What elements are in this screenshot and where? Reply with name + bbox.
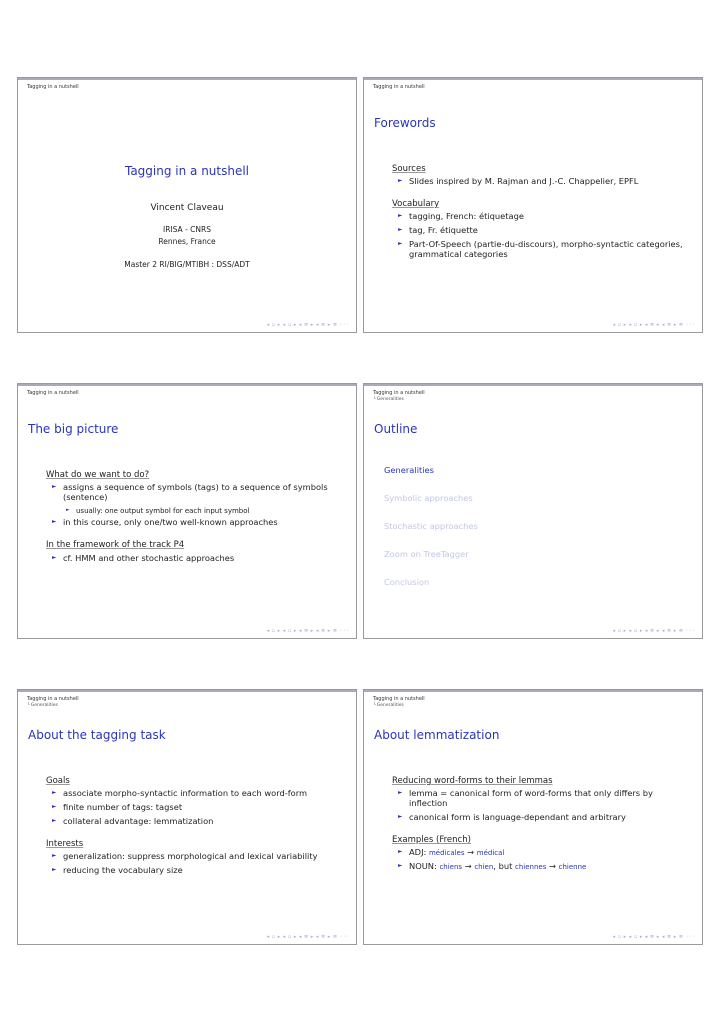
list-item: ► collateral advantage: lemmatization — [46, 817, 344, 827]
block-title: Interests — [46, 839, 84, 850]
slide-1 — [17, 77, 357, 333]
slide-header — [18, 690, 356, 708]
adj-label: ADJ: — [409, 847, 427, 858]
list-item: ► assigns a sequence of symbols (tags) to a sequence of symbols (sentence) — [46, 483, 344, 503]
nav-controls[interactable]: ◂ ▫ ▸ ◂ ▫ ▸ ◂ ≣ ▸ ◂ ≣ ▸ ≣ ◦◦◦ — [266, 628, 350, 634]
slide-header — [18, 78, 356, 90]
header-title: Tagging in a nutshell — [27, 696, 79, 702]
slide-header — [18, 384, 356, 396]
outline-item-conclusion[interactable]: Conclusion — [384, 577, 430, 587]
conjunction: , but — [493, 861, 513, 872]
header-title: Tagging in a nutshell — [373, 84, 425, 90]
list-item: ► finite number of tags: tagset — [46, 803, 344, 813]
affiliation: IRISA - CNRS — [163, 225, 211, 234]
presentation-title: Tagging in a nutshell — [124, 164, 250, 178]
frame-title: Forewords — [374, 116, 436, 130]
block-title: Goals — [46, 776, 70, 786]
frame-title: The big picture — [28, 422, 119, 436]
header-title: Tagging in a nutshell — [27, 84, 79, 90]
frame-title: Outline — [374, 422, 418, 436]
noun-label: NOUN: — [409, 861, 437, 872]
list-item: ► generalization: suppress morphological and lexical variability — [46, 852, 344, 862]
list-item-noun — [392, 862, 690, 872]
nav-controls[interactable]: ◂ ▫ ▸ ◂ ▫ ▸ ◂ ≣ ▸ ◂ ≣ ▸ ≣ ◦◦◦ — [266, 322, 350, 328]
list-item: ► in this course, only one/two well-known approaches — [46, 518, 344, 528]
outline-item-treetagger[interactable]: Zoom on TreeTagger — [384, 549, 469, 559]
nav-controls[interactable]: ◂ ▫ ▸ ◂ ▫ ▸ ◂ ≣ ▸ ◂ ≣ ▸ ≣ ◦◦◦ — [612, 628, 696, 634]
list-item: ► associate morpho-syntactic information to each word-form — [46, 789, 344, 799]
list-item: ► canonical form is language-dependant and arbitrary — [392, 813, 690, 823]
slide-3 — [17, 383, 357, 639]
slide-content — [46, 776, 344, 880]
list-item: ► Part-Of-Speech (partie-du-discours), morpho-syntactic categories, grammatical categories — [392, 240, 690, 260]
nav-controls[interactable]: ◂ ▫ ▸ ◂ ▫ ▸ ◂ ≣ ▸ ◂ ≣ ▸ ≣ ◦◦◦ — [612, 934, 696, 940]
list-item: ► reducing the vocabulary size — [46, 866, 344, 876]
slide-header — [364, 78, 702, 90]
header-subsection: └ Generalities — [373, 703, 404, 708]
block-title: Sources — [392, 164, 426, 174]
list-item: ► lemma = canonical form of word-forms that only differs by inflection — [392, 789, 690, 809]
block-title: Reducing word-forms to their lemmas — [392, 776, 553, 786]
outline-item-symbolic[interactable]: Symbolic approaches — [384, 493, 473, 503]
lemma: chienne — [558, 863, 587, 872]
course: Master 2 RI/BIG/MTIBH : DSS/ADT — [124, 260, 250, 269]
list-item: ► tag, Fr. étiquette — [392, 226, 690, 236]
outline-item-stochastic[interactable]: Stochastic approaches — [384, 521, 478, 531]
slide-header — [364, 690, 702, 708]
location: Rennes, France — [158, 237, 216, 246]
outline-item-generalities[interactable]: Generalities — [384, 465, 434, 475]
block-title: Examples (French) — [392, 835, 471, 846]
word-form: chiennes — [515, 863, 547, 872]
list-item: ► tagging, French: étiquetage — [392, 212, 690, 222]
header-title: Tagging in a nutshell — [27, 390, 79, 396]
block-title: What do we want to do? — [46, 470, 150, 480]
slide-content — [392, 776, 690, 876]
author: Vincent Claveau — [150, 203, 224, 213]
slide-4 — [363, 383, 703, 639]
block-title: Vocabulary — [392, 199, 440, 210]
word-form: médicales — [428, 849, 465, 858]
slide-5 — [17, 689, 357, 945]
frame-title: About the tagging task — [28, 728, 166, 742]
arrow-icon: → — [549, 861, 556, 872]
nav-controls[interactable]: ◂ ▫ ▸ ◂ ▫ ▸ ◂ ≣ ▸ ◂ ≣ ▸ ≣ ◦◦◦ — [266, 934, 350, 940]
sub-list-item: ► usually: one output symbol for each input symbol — [46, 507, 344, 515]
lemma: médical — [476, 849, 505, 858]
slide-6 — [363, 689, 703, 945]
lemma: chien — [474, 863, 494, 872]
header-title: Tagging in a nutshell — [373, 696, 425, 702]
nav-controls[interactable]: ◂ ▫ ▸ ◂ ▫ ▸ ◂ ≣ ▸ ◂ ≣ ▸ ≣ ◦◦◦ — [612, 322, 696, 328]
arrow-icon: → — [467, 847, 475, 858]
header-subsection: └ Generalities — [27, 703, 58, 708]
block-title: In the framework of the track P4 — [46, 540, 185, 551]
arrow-icon: → — [464, 861, 472, 872]
list-item: ► Slides inspired by M. Rajman and J.-C. Chappelier, EPFL — [392, 177, 690, 187]
header-subsection: └ Generalities — [373, 397, 404, 402]
slide-2 — [363, 77, 703, 333]
header-title: Tagging in a nutshell — [373, 390, 425, 396]
slide-content — [392, 164, 690, 264]
list-item: ► cf. HMM and other stochastic approaches — [46, 554, 344, 564]
outline-list — [384, 465, 478, 605]
word-form: chiens — [439, 863, 463, 872]
slide-content — [46, 470, 344, 568]
frame-title: About lemmatization — [374, 728, 500, 742]
list-item-adj — [392, 848, 690, 858]
slide-header — [364, 384, 702, 402]
